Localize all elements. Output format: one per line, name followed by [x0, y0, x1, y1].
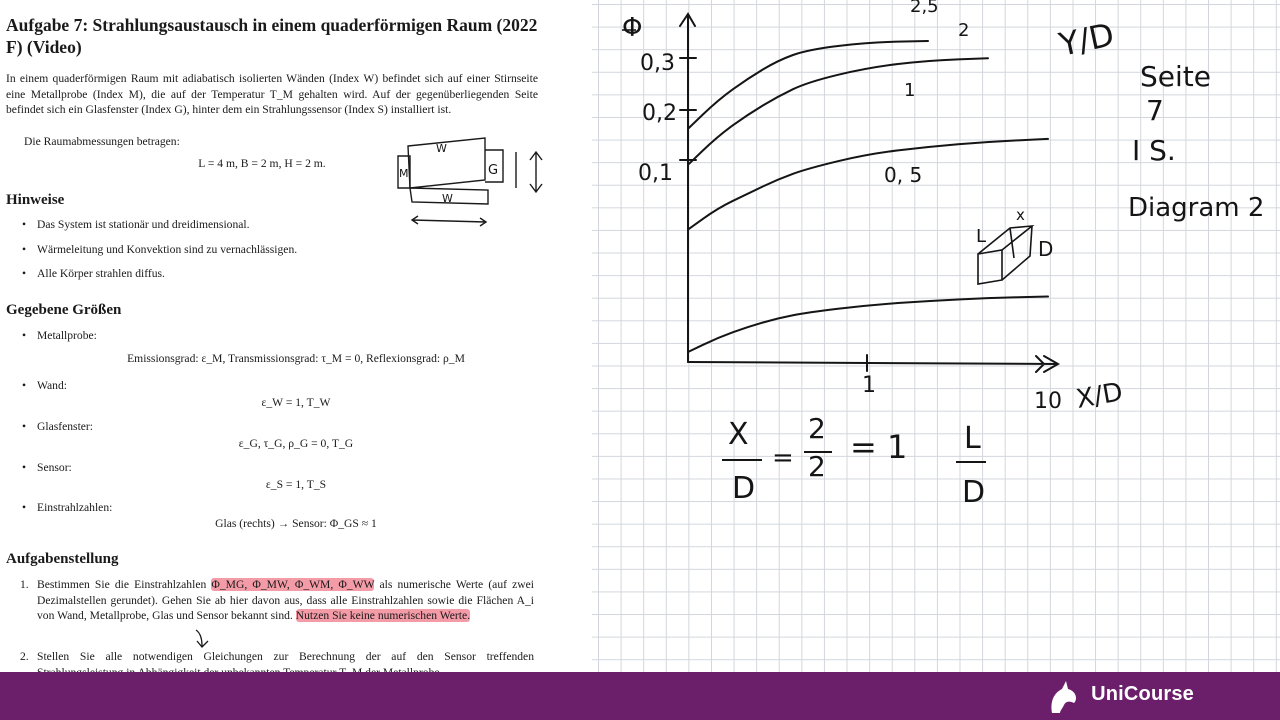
- side-note-seite: Seite: [1140, 60, 1211, 93]
- room-dimensions: L = 4 m, B = 2 m, H = 2 m.: [198, 157, 326, 170]
- hinweis-item: • Das System ist stationär und dreidimensional.: [22, 218, 250, 231]
- side-note-ref: I S.: [1132, 134, 1176, 167]
- x-axis: [688, 356, 1058, 372]
- handwritten-diagram: [592, 0, 1280, 672]
- eq-numerator-l: L: [964, 421, 981, 456]
- sketch-top-label: W: [436, 142, 447, 155]
- cube-label-x: x: [1016, 206, 1025, 224]
- given-glas: • Glasfenster:: [22, 420, 94, 433]
- footer-bar: [0, 672, 1280, 720]
- eq-denominator-2: 2: [808, 450, 826, 483]
- room-sketch: [390, 130, 550, 235]
- side-note-page: 7: [1146, 94, 1164, 127]
- given-metall: • Metallprobe:: [22, 329, 97, 342]
- brand-name: UniCourse: [1091, 683, 1194, 705]
- curve-0: [688, 297, 1048, 352]
- eq-equals: =: [772, 443, 794, 473]
- cube-label-l: L: [976, 226, 987, 247]
- sketch-left-label: M: [399, 167, 409, 180]
- curve-label-0-5: 0, 5: [884, 163, 923, 187]
- curve-label-2: 2: [958, 20, 970, 41]
- curve-label-2-5: 2,5: [910, 0, 939, 17]
- sketch-bottom-label: W: [442, 192, 453, 205]
- highlight-no-numeric: Nutzen Sie keine numerischen Werte.: [295, 609, 471, 623]
- handwritten-notebook: [592, 0, 1280, 672]
- task-1-number: 1.: [20, 578, 29, 591]
- cube-label-d: D: [1038, 237, 1054, 261]
- cube-sketch: [978, 226, 1032, 284]
- side-note-diagram: Diagram 2: [1128, 193, 1265, 223]
- y-tick-label: 0,2: [642, 101, 677, 126]
- given-sensor-values: ε_S = 1, T_S: [265, 478, 327, 491]
- y-tick-label: 0,1: [638, 161, 673, 186]
- y-tick-label: 0,3: [640, 51, 675, 76]
- aufgaben-heading: Aufgabenstellung: [6, 551, 119, 567]
- curve-parameter-label: Y/D: [1055, 15, 1118, 64]
- task-2-number: 2.: [20, 650, 29, 663]
- intro-paragraph: In einem quaderförmigen Raum mit adiabatisch isolierten Wänden (Index W) befindet sich auf einer Stirnseite eine Metallprobe (Index M), die auf der Temperatur T_M gehalten wird. Auf der gegenüberliegenden Seite befindet sich ein Glasfenster (Index G), hinter dem ein Strahlungssensor (Index S) installiert ist.: [6, 72, 538, 117]
- exercise-title: Aufgabe 7: Strahlungsaustausch in einem quaderförmigen Raum (2022 F) (Video): [6, 15, 538, 57]
- hinweis-item: • Alle Körper strahlen diffus.: [22, 267, 165, 280]
- eq-denominator-d: D: [732, 471, 756, 506]
- eq-numerator-2: 2: [808, 412, 826, 445]
- task-2: 2. Stellen Sie alle notwendigen Gleichungen zur Berechnung der auf den Sensor treffenden: [20, 650, 534, 663]
- curve-label-1: 1: [904, 80, 916, 101]
- x-tick-label: 10: [1034, 389, 1062, 414]
- given-wand: • Wand:: [22, 379, 67, 392]
- handwritten-arrow-icon: [192, 628, 214, 650]
- given-einstrahl-values: Glas (rechts) → Sensor: Φ_GS ≈ 1: [215, 517, 377, 530]
- highlight-einstrahlzahlen: Φ_MG, Φ_MW, Φ_WM, Φ_WW: [211, 578, 375, 591]
- ratio-equation: [722, 412, 986, 510]
- eq-result: = 1: [850, 428, 908, 466]
- gegeben-heading: Gegebene Größen: [6, 302, 122, 318]
- eq-denominator-d2: D: [962, 475, 986, 510]
- sketch-right-label: G: [488, 163, 499, 178]
- task-1: 1. Bestimmen Sie die Einstrahlzahlen Φ_MG, Φ_MW, Φ_WM, Φ_WW als numerische Werte (auf zwei Dezimalstellen gerundet). Gehen Sie ab hier davon aus, dass alle Einstrahlzahlen sowie die Flächen A_i von Wand, Metallprobe, Glas und Sensor bekannt sind. Nutzen Sie keine numerischen Werte.: [20, 578, 534, 623]
- y-axis-label: Φ: [622, 13, 643, 43]
- y-axis: [680, 14, 695, 362]
- curve-2: [688, 58, 988, 165]
- x-tick-label: 1: [862, 373, 876, 398]
- given-wand-values: ε_W = 1, T_W: [261, 396, 331, 409]
- eq-numerator-x: X: [728, 417, 749, 452]
- curves: [688, 41, 1048, 352]
- hinweis-item: • Wärmeleitung und Konvektion sind zu vernachlässigen.: [22, 243, 298, 256]
- exercise-document: [0, 0, 592, 672]
- unicorn-logo-icon: [1044, 679, 1084, 715]
- given-einstrahl: • Einstrahlzahlen:: [22, 501, 113, 514]
- curve-1: [688, 139, 1048, 230]
- given-sensor: • Sensor:: [22, 461, 72, 474]
- hinweise-heading: Hinweise: [6, 192, 65, 208]
- dims-label: Die Raumabmessungen betragen:: [24, 135, 180, 148]
- given-metall-values: Emissionsgrad: ε_M, Transmissionsgrad: τ_M = 0, Reflexionsgrad: ρ_M: [127, 352, 465, 365]
- curve-3: [688, 41, 928, 129]
- x-axis-label: X/D: [1074, 377, 1126, 415]
- given-glas-values: ε_G, τ_G, ρ_G = 0, T_G: [238, 437, 354, 450]
